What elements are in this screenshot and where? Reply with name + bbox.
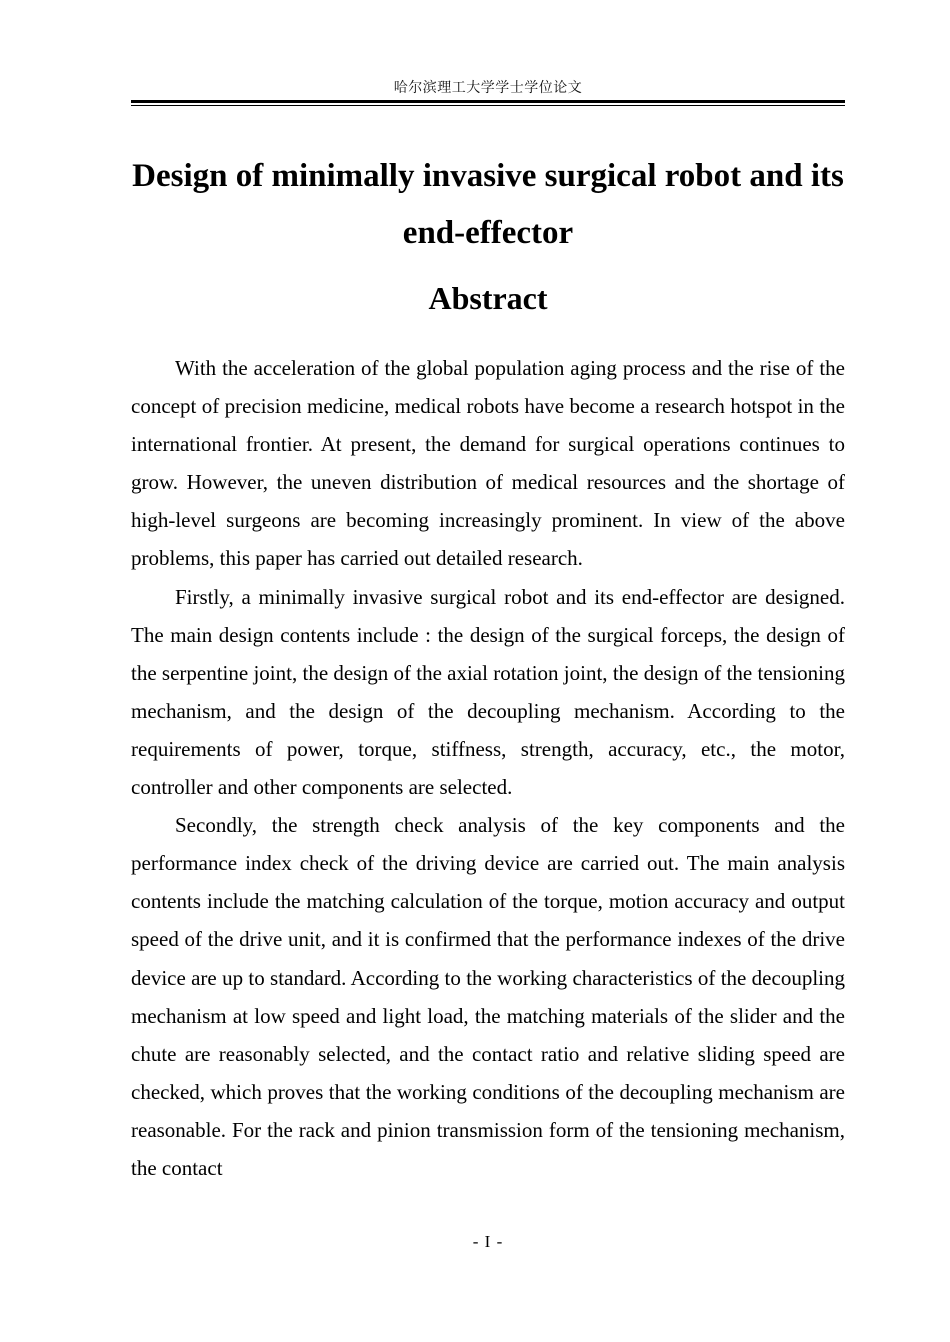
paragraph-1: With the acceleration of the global population aging process and the rise of the concept of precision medicine, medical robots have become a research hotspot in the international frontier. At present, the demand for surgical operations continues to grow. However, the uneven distribution of medical resources and the shortage of high-level surgeons are becoming increasingly prominent. In view of the above problems, this paper has carried out detailed research.	[131, 356, 845, 571]
running-header: 哈尔滨理工大学学士学位论文	[393, 80, 583, 96]
document-title: Design of minimally invasive surgical robot and its end-effector	[132, 158, 844, 251]
page-number: - I -	[472, 1232, 504, 1251]
paragraph-2: Firstly, a minimally invasive surgical robot and its end-effector are designed. The main design contents include : the design of the surgical forceps, the design of the serpentine joint, the design of the axial rotation joint, the design of the tensioning mechanism, and the design of the decoupling mechanism. According to the requirements of power, torque, stiffness, strength, accuracy, etc., the motor, controller and other components are selected.	[131, 584, 845, 800]
abstract-body	[131, 349, 845, 1187]
paragraph-3: Secondly, the strength check analysis of the key components and the performance index check of the driving device are carried out. The main analysis contents include the matching calculation of the torque, motion accuracy and output speed of the drive unit, and it is confirmed that the performance indexes of the drive device are up to standard. According to the working characteristics of the decoupling mechanism at low speed and light load, the matching materials of the slider and the chute are reasonably selected, and the contact ratio and relative sliding speed are checked, which proves that the working conditions of the decoupling mechanism are reasonable. For the rack and pinion transmission form of the tensioning mechanism, the contact	[131, 813, 845, 1180]
section-heading: Abstract	[428, 280, 548, 316]
header-rule-thin	[131, 105, 845, 106]
header-rule-thick	[131, 100, 845, 103]
